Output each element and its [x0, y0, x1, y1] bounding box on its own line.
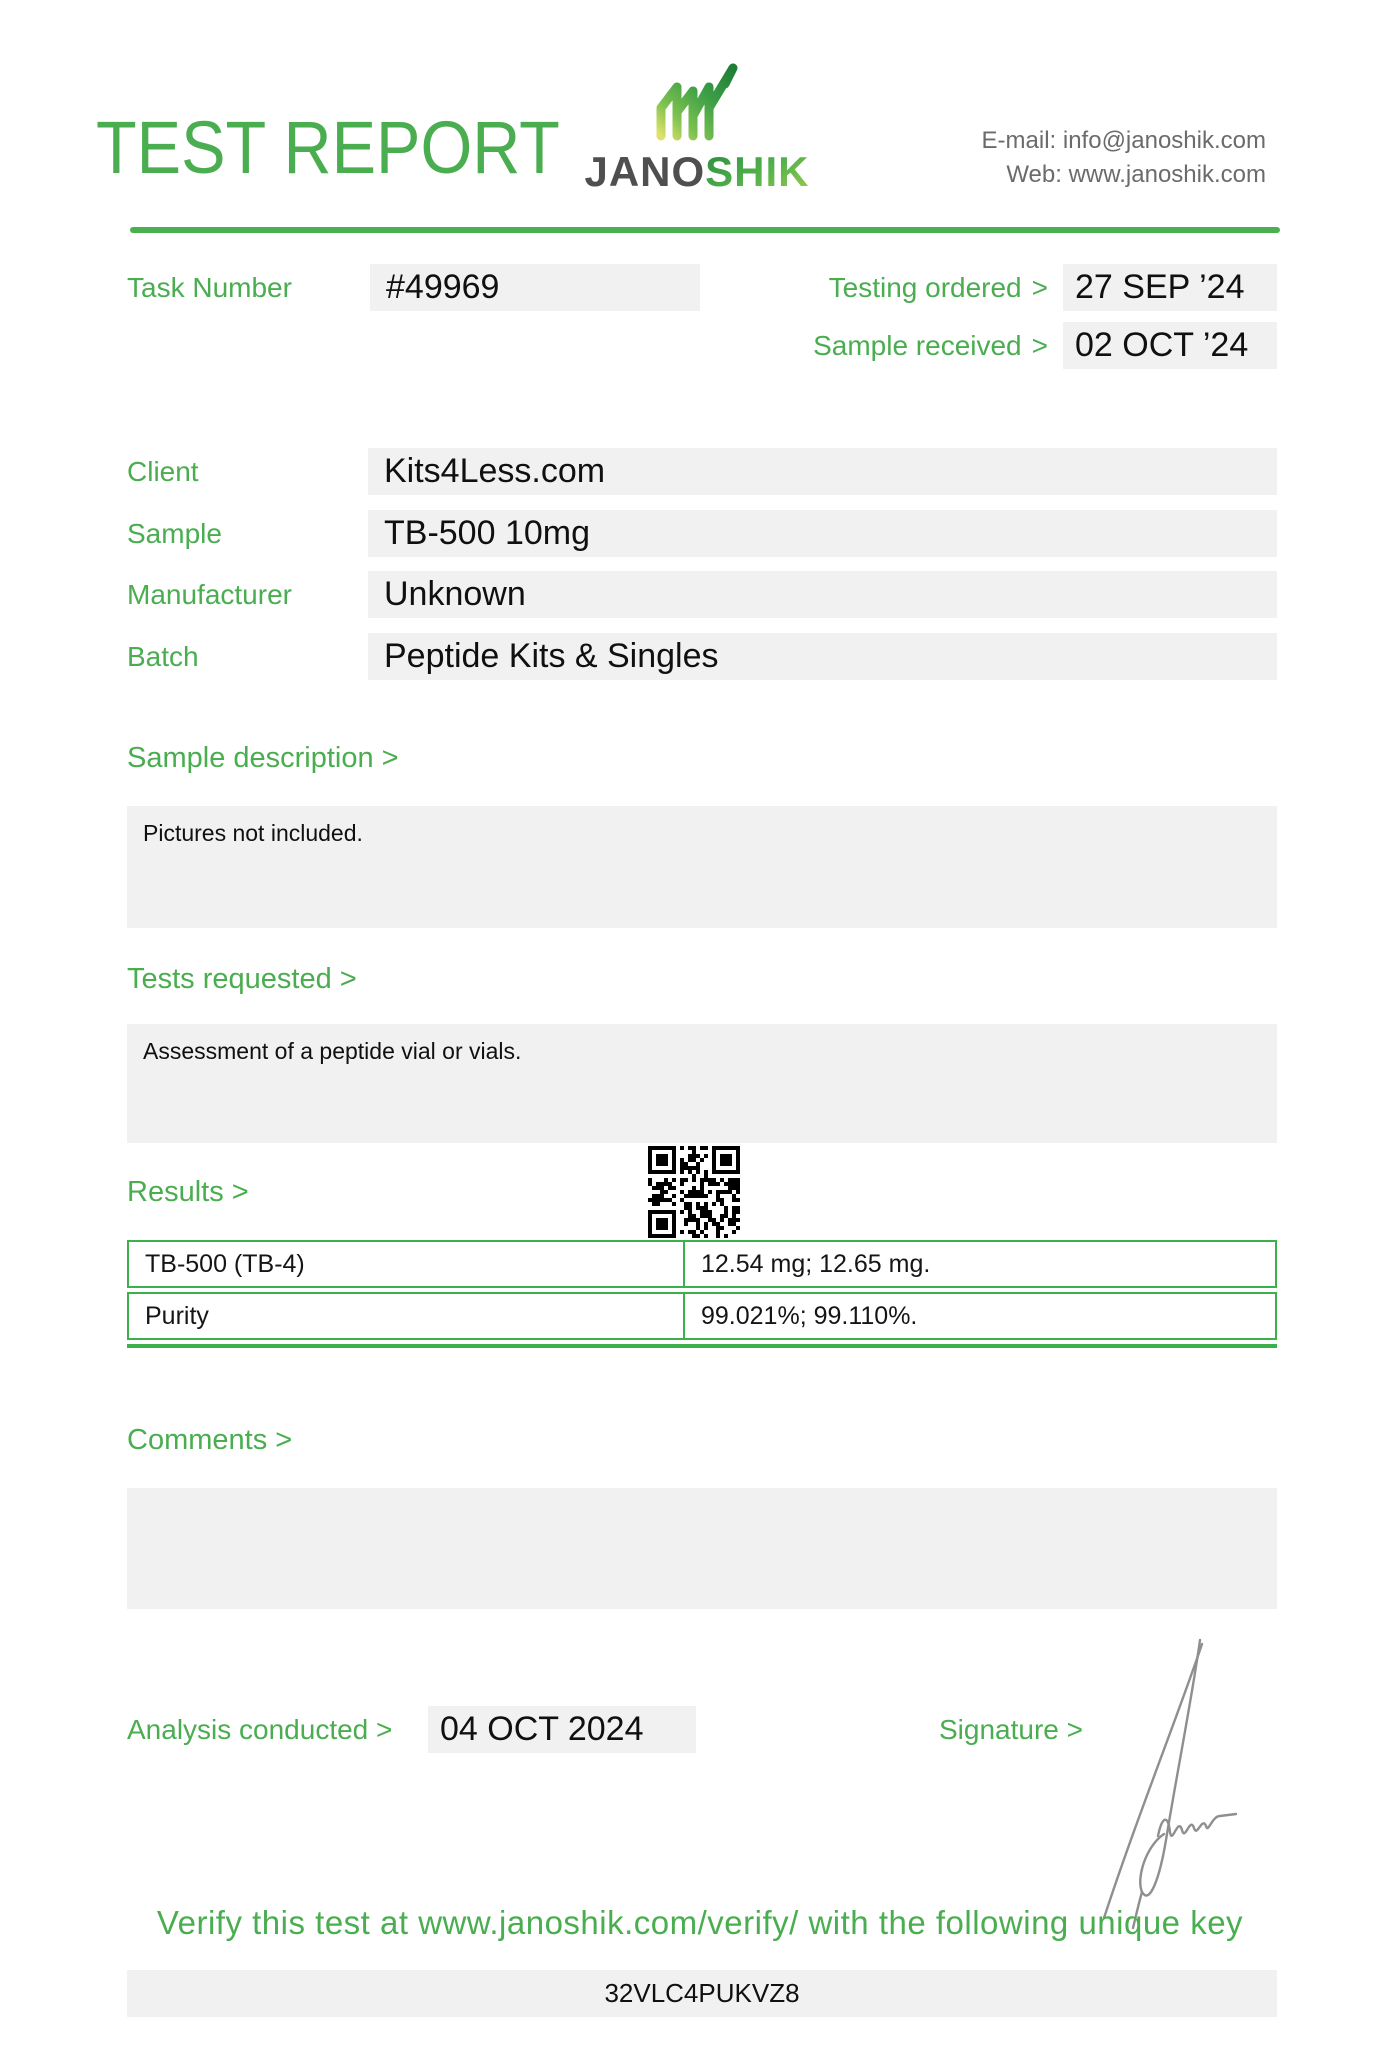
results-heading: Results > [127, 1176, 249, 1208]
verify-text: Verify this test at www.janoshik.com/verify/ with the following unique key [156, 1904, 1244, 1941]
contact-web-label: Web: [1006, 161, 1062, 188]
chart-logo-icon [649, 60, 745, 142]
contact-email [982, 124, 1266, 158]
testing-ordered-label: Testing ordered > [828, 272, 1048, 303]
result-value: 99.021%; 99.110%. [701, 1302, 918, 1330]
contact-email-value: info@janoshik.com [1062, 127, 1266, 154]
task-number-label: Task Number [127, 272, 292, 303]
sample-description-box: Pictures not included. [127, 806, 1277, 928]
comments-heading: Comments > [127, 1424, 293, 1456]
results-row [127, 1344, 1277, 1348]
qr-code [648, 1146, 740, 1238]
testing-ordered-value: 27 SEP ’24 [1063, 264, 1277, 311]
tests-requested-heading: Tests requested > [127, 963, 357, 995]
verify-key: 32VLC4PUKVZ8 [127, 1970, 1277, 2017]
contact-web [982, 158, 1266, 192]
signature-label: Signature > [939, 1714, 1083, 1745]
analysis-conducted-label: Analysis conducted > [127, 1714, 393, 1745]
batch-value: Peptide Kits & Singles [368, 633, 1277, 680]
results-row [127, 1240, 1277, 1288]
results-table [127, 1240, 1277, 1352]
contact-email-label: E-mail: [981, 127, 1057, 154]
manufacturer-label: Manufacturer [127, 579, 292, 610]
result-value: 12.54 mg; 12.65 mg. [701, 1250, 931, 1278]
client-value: Kits4Less.com [368, 448, 1277, 495]
janoshik-logo [577, 60, 817, 194]
testing-ordered-arrow: > [1031, 272, 1048, 303]
logo-jano: JANO [584, 148, 706, 195]
sample-received-arrow: > [1031, 330, 1048, 361]
sample-received-value: 02 OCT ’24 [1063, 322, 1277, 369]
sample-received-label: Sample received > [813, 330, 1048, 361]
results-row [127, 1292, 1277, 1340]
task-number-value: #49969 [370, 264, 700, 311]
analysis-conducted-value: 04 OCT 2024 [428, 1706, 696, 1753]
logo-wordmark [577, 150, 817, 194]
signature-image [1080, 1628, 1260, 1933]
contact-web-value: www.janoshik.com [1068, 161, 1266, 188]
tests-requested-box: Assessment of a peptide vial or vials. [127, 1024, 1277, 1143]
contact-block [982, 124, 1266, 192]
page-title: TEST REPORT [96, 106, 560, 189]
header-divider [130, 227, 1280, 233]
sample-value: TB-500 10mg [368, 510, 1277, 557]
client-label: Client [127, 456, 199, 487]
batch-label: Batch [127, 641, 199, 672]
sample-description-heading: Sample description > [127, 742, 399, 774]
comments-box [127, 1488, 1277, 1609]
result-name: Purity [129, 1294, 685, 1338]
result-name: TB-500 (TB-4) [129, 1242, 685, 1286]
sample-label: Sample [127, 518, 222, 549]
logo-shik: SHIK [705, 148, 810, 195]
manufacturer-value: Unknown [368, 571, 1277, 618]
